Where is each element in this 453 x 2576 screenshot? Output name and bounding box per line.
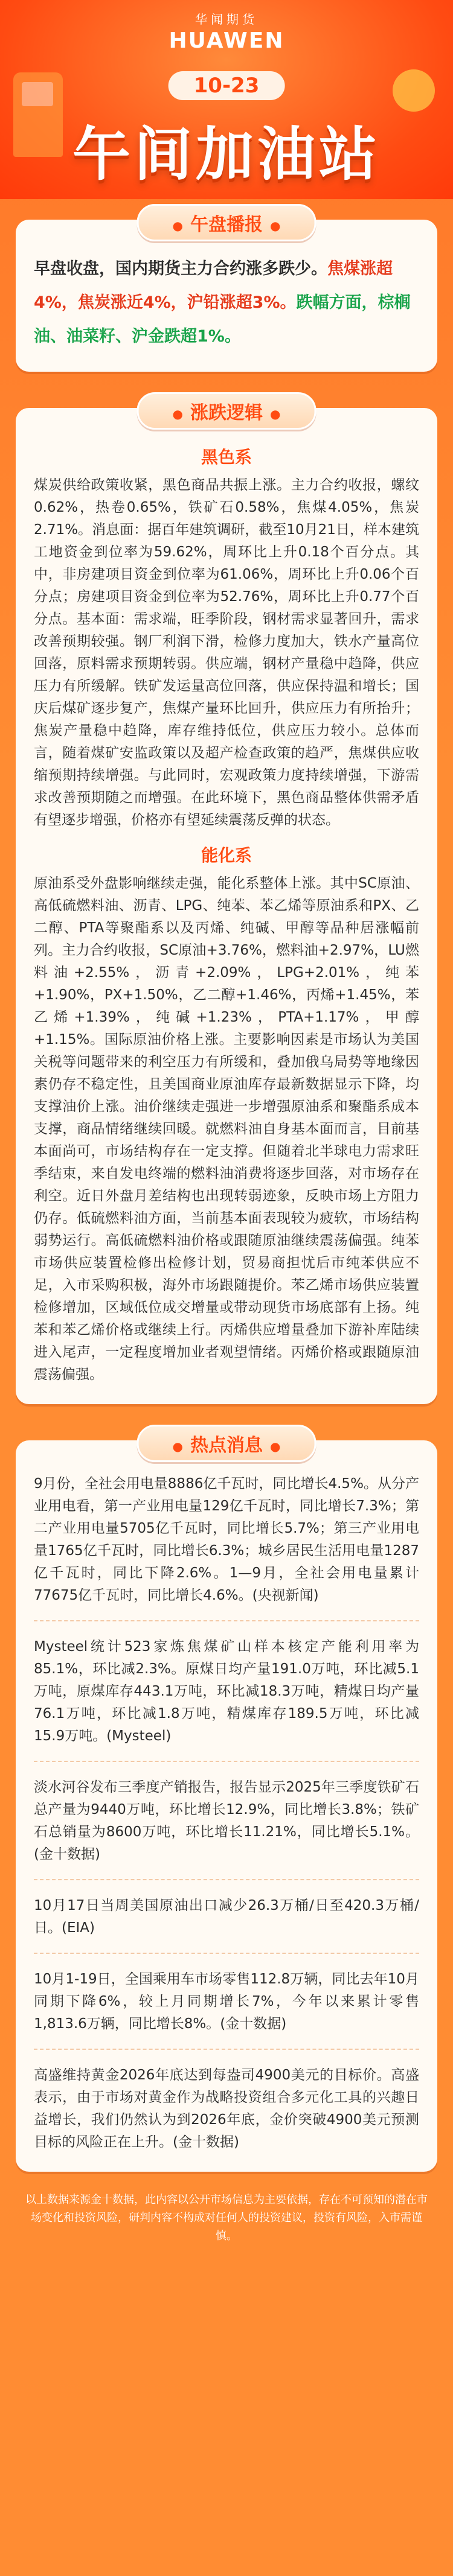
broadcast-part-gainers: 焦煤涨超4%，焦炭涨近4%，沪铅涨超3%。 xyxy=(34,259,393,312)
brand-cn: 华闻期货 xyxy=(195,12,258,27)
logic-heading-text: 涨跌逻辑 xyxy=(190,402,263,424)
black-section-text: 煤炭供给政策收紧，黑色商品共振上涨。主力合约收报，螺纹0.62%，热卷0.65%，铁矿石0.58%，焦煤4.05%，焦炭2.71%。消息面：据百年建筑调研，截至10月21日，样本建筑工地资金到位率为59.62%，周环比上升0.18个百分点。其中，非房建项目资金到位率为61.06%，周环比上升0.06个百分点；房建项目资金到位率为52.76%，周环比上升0.77个百分点。基本面：需求端，旺季阶段，钢材需求显著回升，需求改善预期较强。钢厂利润下滑，检修力度加大，铁水产量高位回落，原料需求预期转弱。供应端，钢材产量稳中趋降，供应压力有所缓解。铁矿发运量高位回落，供应保持温和增长；国庆后煤矿逐步复产，焦煤产量环比回升，供应压力有所抬升；焦炭产量稳中趋降，库存维持低位，供应压力较小。总体而言，随着煤矿安监政策以及超产检查政策的趋严，焦煤供应收缩预期持续增强。与此同时，宏观政策力度持续增强，下游需求改善预期随之而增强。在此环境下，黑色商品整体供需矛盾有望逐步增强，价格亦有望延续震荡反弹的状态。 xyxy=(34,477,419,828)
broadcast-part: 早盘收盘，国内期货主力合约涨多跌少。 xyxy=(34,259,327,278)
dot-icon: ● xyxy=(172,406,183,421)
logic-heading xyxy=(137,392,316,430)
logic-card xyxy=(16,402,437,1404)
dot-icon: ● xyxy=(172,1439,183,1454)
news-item: 高盛维持黄金2026年底达到每盎司4900美元的目标价。高盛表示，由于市场对黄金作为战略投资组合多元化工具的兴趣日益增长，我们仍然认为到2026年底，金价突破4900美元预测目标的风险正在上升。(金十数据) xyxy=(34,2067,419,2150)
black-section-title: 黑色系 xyxy=(201,447,252,467)
coin-decoration xyxy=(393,69,435,112)
news-heading xyxy=(137,1425,316,1462)
dot-icon: ● xyxy=(270,406,281,421)
news-item: 10月17日当周美国原油出口减少26.3万桶/日至420.3万桶/日。(EIA) xyxy=(34,1895,419,1954)
header-banner xyxy=(0,0,453,199)
dot-icon: ● xyxy=(270,218,281,233)
dot-icon: ● xyxy=(270,1439,281,1454)
news-item: 9月份，全社会用电量8886亿千瓦时，同比增长4.5%。从分产业用电看，第一产业用电量129亿千瓦时，同比增长7.3%；第二产业用电量5705亿千瓦时，同比增长5.7%；第三产业用电量1765亿千瓦时，同比增长6.3%；城乡居民生活用电量1287亿千瓦时，同比下降2.6%。1—9月，全社会用电量累计77675亿千瓦时，同比增长4.6%。(央视新闻) xyxy=(34,1473,419,1621)
date-badge: 10-23 xyxy=(169,71,285,100)
page-title: 午间加油站 xyxy=(72,121,381,188)
news-item: 10月1-19日，全国乘用车市场零售112.8万辆，同比去年10月同期下降6%，较上月同期增长7%，今年以来累计零售1,813.6万辆，同比增长8%。(金十数据) xyxy=(34,1968,419,2050)
dot-icon: ● xyxy=(172,218,183,233)
energy-section-text: 原油系受外盘影响继续走强，能化系整体上涨。其中SC原油、高低硫燃料油、沥青、LPG、纯苯、苯乙烯等原油系和PX、乙二醇、PTA等聚酯系以及丙烯、纯碱、甲醇等品种居涨幅前列。主力合约收报，SC原油+3.76%，燃料油+2.97%，LU燃料油+2.55%，沥青+2.09%，LPG+2.01%，纯苯+1.90%，PX+1.50%，乙二醇+1.46%，丙烯+1.45%，苯乙烯+1.39%，纯碱+1.23%，PTA+1.17%，甲醇+1.15%。国际原油价格上涨。主要影响因素是市场认为美国关税等问题带来的利空压力有所缓和，叠加俄乌局势等地缘因素仍存不稳定性，且美国商业原油库存最新数据显示下降，均支撑油价上涨。油价继续走强进一步增强原油系和聚酯系成本支撑，商品情绪继续回暖。就燃料油自身基本面而言，目前基本面尚可，市场结构存在一定支撑。但随着北半球电力需求旺季结束，来自发电终端的燃料油消费将逐步回落，对市场存在利空。近日外盘月差结构也出现转弱迹象，反映市场上方阻力仍存。低硫燃料油方面，当前基本面表现较为疲软，市场结构弱势运行。高低硫燃料油价格或跟随原油继续震荡偏强。纯苯市场供应装置检修出检修计划，贸易商担忧后市纯苯供应不足，入市采购积极，海外市场跟随提价。苯乙烯市场供应装置检修增加，区域低位成交增量或带动现货市场底部有上扬。纯苯和苯乙烯价格或继续上行。丙烯供应增量叠加下游补库陆续进入尾声，一定程度增加业者观望情绪。丙烯价格或跟随原油震荡偏强。 xyxy=(34,876,419,1382)
noon-broadcast-card xyxy=(16,214,437,372)
news-heading-text: 热点消息 xyxy=(190,1435,263,1456)
news-item: 淡水河谷发布三季度产销报告，报告显示2025年三季度铁矿石总产量为9440万吨，环比增长12.9%，同比增长3.8%；铁矿石总销量为8600万吨，环比增长11.21%，同比增长5.1%。(金十数据) xyxy=(34,1776,419,1880)
noon-broadcast-text xyxy=(34,252,419,354)
brand-en: HUAWEN xyxy=(169,28,284,53)
noon-broadcast-heading xyxy=(137,204,316,241)
energy-section-title: 能化系 xyxy=(201,845,252,865)
news-item: Mysteel统计523家炼焦煤矿山样本核定产能利用率为85.1%，环比减2.3%。原煤日均产量191.0万吨，环比减5.1万吨，原煤库存443.1万吨，环比减18.3万吨，精煤日均产量76.1万吨，环比减1.8万吨，精煤库存189.5万吨，环比减15.9万吨。(Mysteel) xyxy=(34,1636,419,1762)
disclaimer: 以上数据来源金十数据，此内容以公开市场信息为主要依据，存在不可预知的潜在市场变化和投资风险，研判内容不构成对任何人的投资建议，投资有风险，入市需谨慎。 xyxy=(25,2193,428,2242)
broadcast-part-losers: 跌幅方面，棕榈油、油菜籽、沪金跌超1%。 xyxy=(34,293,411,346)
brand-logo xyxy=(0,10,453,53)
news-card xyxy=(16,1435,437,2172)
noon-broadcast-heading-text: 午盘播报 xyxy=(190,214,263,235)
